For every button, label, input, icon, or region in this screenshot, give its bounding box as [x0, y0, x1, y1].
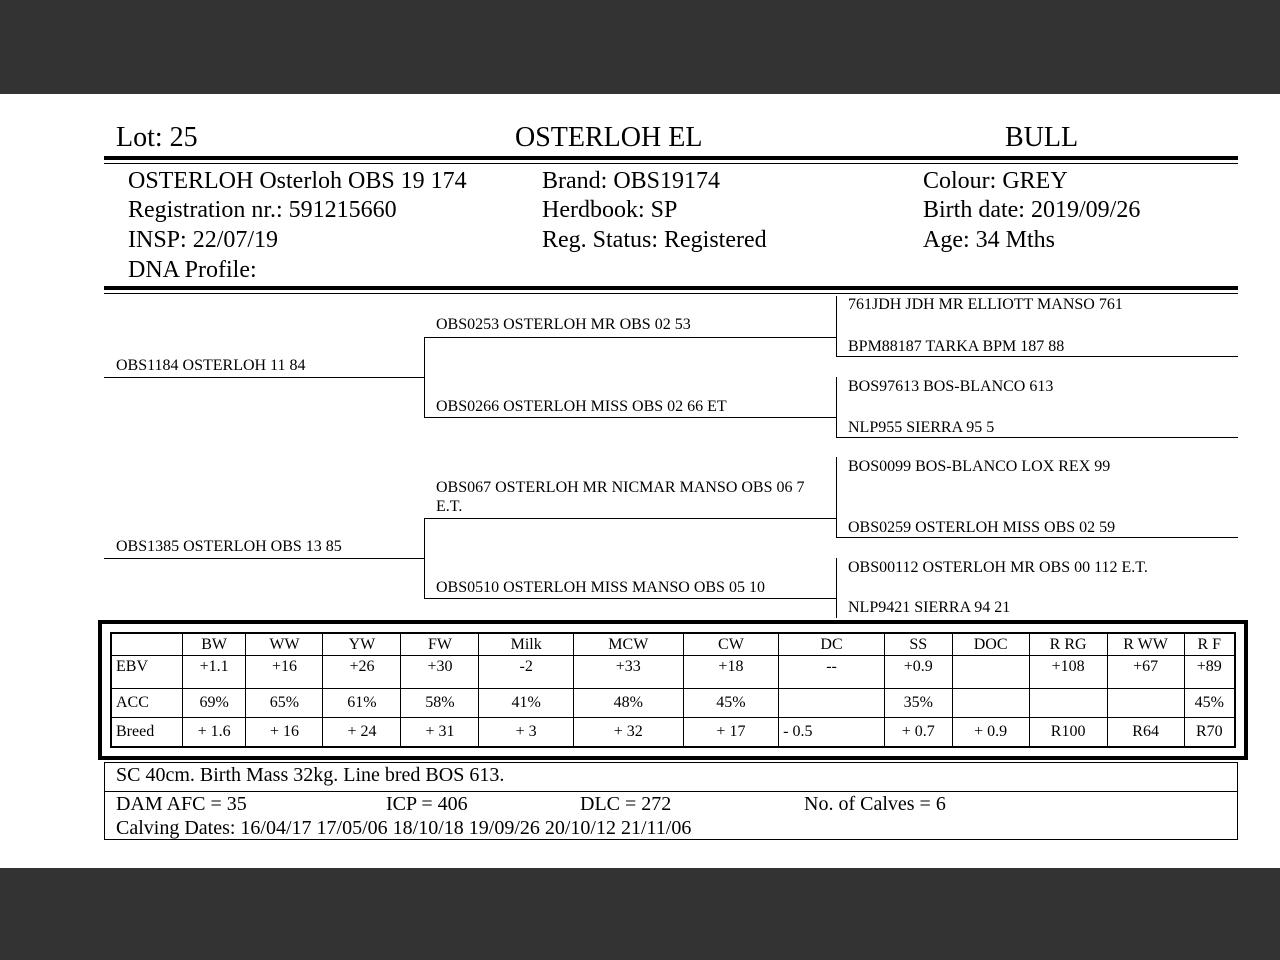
inspection-date: INSP: 22/07/19	[128, 227, 279, 253]
ebv-header-cell: BW	[182, 634, 246, 656]
ebv-cell: +30	[401, 656, 479, 689]
header-rule-thick	[104, 156, 1238, 160]
document-page	[0, 94, 1280, 868]
ebv-cell: R70	[1184, 718, 1234, 747]
info-rule-thick	[104, 286, 1238, 290]
sire-dam-line	[424, 417, 836, 418]
notes-box	[104, 762, 1238, 840]
ebv-cell: - 0.5	[779, 718, 885, 747]
sc-line: SC 40cm. Birth Mass 32kg. Line bred BOS 613.	[116, 764, 505, 786]
ebv-header-cell: SS	[884, 634, 952, 656]
ebv-header-cell: WW	[246, 634, 323, 656]
ggp-1: 761JDH JDH MR ELLIOTT MANSO 761	[848, 296, 1123, 313]
sire-sire-line	[424, 337, 836, 338]
ggp-4: NLP955 SIERRA 95 5	[848, 419, 995, 436]
ebv-cell: 58%	[401, 689, 479, 718]
ebv-cell	[779, 689, 885, 718]
ggp-4-line	[836, 437, 1238, 438]
dam-line	[104, 558, 424, 559]
ds-connector	[836, 457, 837, 537]
ebv-header-cell: R RG	[1029, 634, 1107, 656]
dam-sire-line	[424, 518, 836, 519]
ebv-header-cell: Milk	[479, 634, 573, 656]
ebv-header-cell	[112, 634, 183, 656]
sd-connector	[836, 377, 837, 437]
ggp-5: BOS0099 BOS-BLANCO LOX REX 99	[848, 458, 1111, 475]
ebv-cell: 69%	[182, 689, 246, 718]
sire-dam: OBS0266 OSTERLOH MISS OBS 02 66 ET	[436, 398, 727, 415]
ebv-cell: +89	[1184, 656, 1234, 689]
ebv-cell: 45%	[1184, 689, 1234, 718]
ebv-cell: +33	[573, 656, 683, 689]
ebv-cell	[952, 689, 1029, 718]
animal-sex: BULL	[1005, 122, 1079, 153]
age: Age: 34 Mths	[923, 227, 1055, 253]
ebv-cell: +0.9	[884, 656, 952, 689]
ebv-cell: 61%	[323, 689, 401, 718]
dam-dam: OBS0510 OSTERLOH MISS MANSO OBS 05 10	[436, 579, 765, 596]
ebv-row-label: Breed	[112, 718, 183, 747]
ebv-cell: +18	[683, 656, 778, 689]
ebv-cell: 41%	[479, 689, 573, 718]
dam-sire: OBS067 OSTERLOH MR NICMAR MANSO OBS 06 7 E.T.	[436, 479, 805, 515]
ebv-header-cell: R F	[1184, 634, 1234, 656]
ebv-cell: + 16	[246, 718, 323, 747]
sire-connector	[424, 337, 425, 417]
ebv-cell: +67	[1107, 656, 1184, 689]
ebv-cell: + 3	[479, 718, 573, 747]
ebv-cell: + 24	[323, 718, 401, 747]
dna-profile: DNA Profile:	[128, 257, 257, 283]
ebv-cell: +108	[1029, 656, 1107, 689]
icp: ICP = 406	[386, 793, 468, 815]
ebv-cell: + 0.7	[884, 718, 952, 747]
registration-number: Registration nr.: 591215660	[128, 197, 397, 223]
number-of-calves: No. of Calves = 6	[804, 793, 946, 815]
dlc: DLC = 272	[580, 793, 672, 815]
ebv-cell: + 1.6	[182, 718, 246, 747]
colour: Colour: GREY	[923, 168, 1068, 194]
ebv-header-row	[112, 634, 1235, 656]
herdbook: Herdbook: SP	[542, 197, 678, 223]
sire: OBS1184 OSTERLOH 11 84	[116, 357, 306, 374]
ggp-2-line	[836, 356, 1238, 357]
ggp-6: OBS0259 OSTERLOH MISS OBS 02 59	[848, 519, 1116, 536]
ebv-cell: +26	[323, 656, 401, 689]
ggp-7: OBS00112 OSTERLOH MR OBS 00 112 E.T.	[848, 559, 1148, 576]
dd-connector	[836, 558, 837, 618]
sire-sire: OBS0253 OSTERLOH MR OBS 02 53	[436, 316, 691, 333]
ebv-header-cell: FW	[401, 634, 479, 656]
ebv-cell: 45%	[683, 689, 778, 718]
ggp-6-line	[836, 537, 1238, 538]
brand: Brand: OBS19174	[542, 168, 721, 194]
registration-status: Reg. Status: Registered	[542, 227, 767, 253]
animal-name: OSTERLOH EL	[515, 122, 703, 153]
ebv-cell: + 0.9	[952, 718, 1029, 747]
header-rule-thin	[104, 163, 1238, 164]
breed-row	[112, 718, 1235, 747]
ggp-2: BPM88187 TARKA BPM 187 88	[848, 338, 1065, 355]
dam-afc: DAM AFC = 35	[116, 793, 247, 815]
ebv-row-label: ACC	[112, 689, 183, 718]
full-name: OSTERLOH Osterloh OBS 19 174	[128, 168, 467, 194]
ebv-table	[111, 633, 1235, 747]
dam-dam-line	[424, 598, 836, 599]
ebv-cell: -2	[479, 656, 573, 689]
ebv-cell: 48%	[573, 689, 683, 718]
info-rule-thin	[104, 293, 1238, 294]
acc-row	[112, 689, 1235, 718]
dam-connector	[424, 518, 425, 598]
ebv-cell: + 32	[573, 718, 683, 747]
lot-number: Lot: 25	[116, 122, 198, 153]
ggp-3: BOS97613 BOS-BLANCO 613	[848, 378, 1054, 395]
ebv-cell	[1107, 689, 1184, 718]
ggp-8: NLP9421 SIERRA 94 21	[848, 599, 1011, 616]
ebv-cell	[1029, 689, 1107, 718]
ebv-cell: +16	[246, 656, 323, 689]
ebv-cell: + 17	[683, 718, 778, 747]
ebv-header-cell: MCW	[573, 634, 683, 656]
ss-connector	[836, 296, 837, 356]
ebv-row-label: EBV	[112, 656, 183, 689]
ebv-cell	[952, 656, 1029, 689]
ebv-cell: 65%	[246, 689, 323, 718]
ebv-cell: +1.1	[182, 656, 246, 689]
ebv-header-cell: DC	[779, 634, 885, 656]
sire-line	[104, 377, 424, 378]
ebv-header-cell: R WW	[1107, 634, 1184, 656]
ebv-row	[112, 656, 1235, 689]
ebv-header-cell: CW	[683, 634, 778, 656]
ebv-cell: --	[779, 656, 885, 689]
ebv-cell: + 31	[401, 718, 479, 747]
ebv-header-cell: YW	[323, 634, 401, 656]
ebv-cell: 35%	[884, 689, 952, 718]
ebv-cell: R64	[1107, 718, 1184, 747]
dam: OBS1385 OSTERLOH OBS 13 85	[116, 538, 342, 555]
ebv-table-frame	[98, 620, 1248, 760]
calving-dates: Calving Dates: 16/04/17 17/05/06 18/10/18 19/09/26 20/10/12 21/11/06	[116, 817, 692, 839]
birth-date: Birth date: 2019/09/26	[923, 197, 1141, 223]
ebv-cell: R100	[1029, 718, 1107, 747]
ebv-header-cell: DOC	[952, 634, 1029, 656]
